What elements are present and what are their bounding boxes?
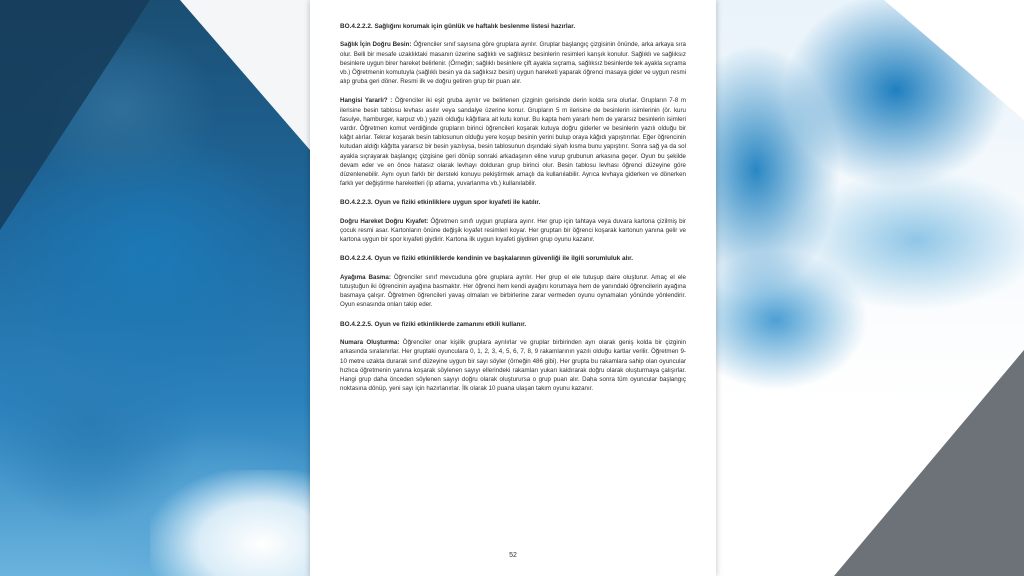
paragraph-lead: Numara Oluşturma: [340, 339, 400, 347]
paragraph [340, 273, 686, 310]
watercolor-background-right [716, 0, 1024, 576]
section-heading: BO.4.2.2.2. Sağlığını korumak için günlük ve haftalık beslenme listesi hazırlar. [340, 23, 576, 30]
paragraph-text: Öğrenciler sınıf sayısına göre gruplara ayrılır. Gruplar başlangıç çizgisinin önünde, arka arkaya sıra olur. Belli bir mesafe uzaklıktaki masanın üzerine sağlıklı ve sağlıksız besinlerin resimleri karışık konulur. Sağlıklı ve sağlıksız besinlere uygun birer hareket belirlenir. (Örneğin; sağlıklı besinlere çift ayakla sıçrama, sağlıksız besinlerde tek ayakla sıçrama vb.) Öğretmenin komutuyla (sağlıklı besin ya da sağlıksız besin) uygun hareketi yaparak öğrenci masaya gider ve uygun resmi alıp gruba geri döner. Resmi ilk ve doğru getiren grup bir puan alır. [340, 41, 686, 86]
paragraph-text: Öğrenciler sınıf mevcuduna göre gruplara ayrılır. Her grup el ele tutuşup daire oluşturur. Amaç el ele tutuştuğun iki öğrencinin ayağına basmaktır. Her öğrenci hem kendi ayağını korumaya hem de yanındaki öğrencilerin ayağına basmaya çalışır. Öğretmen öğrencileri yavaş olmaları ve birbirlerine zarar vermeden oyunu oynamaları yönünde yönlendirir. Oyun esnasında onları takip eder. [340, 273, 687, 309]
section-heading: BO.4.2.2.3. Oyun ve fiziki etkinliklere uygun spor kıyafeti ile katılır. [340, 199, 541, 207]
section-heading: BO.4.2.2.4. Oyun ve fiziki etkinliklerde kendinin ve başkalarının güvenliği ile ilgili sorumluluk alır. [340, 255, 633, 263]
paragraph [340, 338, 686, 393]
paragraph-lead: Ayağıma Basma: [340, 273, 391, 281]
paragraph-text: Öğretmen sınıfı uygun gruplara ayırır. Her grup için tahtaya veya duvara kartona çizilmiş bir çocuk resmi asar. Kartonların önüne değişik kıyafet resimleri koyar. Her gruptan bir öğrenci koşarak kartonun yanına gelir ve kartona uygun bir spor kıyafeti giydirir. Kartona ilk uygun kıyafeti giydiren grup oyunu kazanır. [340, 217, 686, 244]
paragraph [340, 96, 686, 188]
light-triangle-decoration [180, 0, 310, 150]
paragraph [340, 217, 686, 245]
gray-triangle-decoration [834, 350, 1024, 576]
paragraph-text: Öğrenciler onar kişilik gruplara ayrılırlar ve gruplar birbirinden ayrı olarak geniş kolda bir çizginin arkasında sıralanırlar. Her gruptaki oyunculara 0, 1, 2, 3, 4, 5, 6, 7, 8, 9 rakamlarının yazılı olduğu kartlar verilir. Öğretmen 9-10 metre uzakta durarak sınıf düzeyine uygun bir sayı söyler (örneğin 486 gibi). Her grupta bu rakamlara sahip olan oyuncular hızlıca öğretmenin yanına koşarak söylenen sayıyı ellerindeki rakamları yukarı kaldırarak doğru olarak oluşturmaya çalışırlar. Hangi grup daha önceden söylenen sayıyı doğru olarak oluşturursa o grup puan alır. Daha sonra tüm oyuncular başlangıç noktasına dönüp, yeni sayı için hazırlanırlar. İlk olarak 10 puana ulaşan takım oyunu kazanır. [340, 339, 686, 393]
paragraph-lead: Hangisi Yararlı? : [340, 97, 393, 105]
paragraph-lead: Sağlık İçin Doğru Besin: [340, 41, 412, 49]
section-heading: BO.4.2.2.5. Oyun ve fiziki etkinliklerde zamanını etkili kullanır. [340, 320, 527, 328]
page-number: 52 [509, 551, 517, 559]
watercolor-splash [150, 470, 310, 576]
document-page [310, 0, 716, 576]
paragraph [340, 40, 686, 86]
dark-triangle-decoration [0, 0, 150, 230]
white-triangle-decoration [884, 0, 1024, 120]
watercolor-background-left [0, 0, 310, 576]
paragraph-text: Öğrenciler iki eşit gruba ayrılır ve belirlenen çizginin gerisinde derin kolda sıra olurlar. Grupların 7-8 m ilerisine besin tablosu levhası asılır veya sandalye üzerine konur. Grupların 5 m ilerisine de besinlerin isimlerinin (ör. kuru fasulye, hamburger, karpuz vb.) yazılı olduğu kâğıtlara ait kutu konur. Bu kapta hem yararlı hem de yararsız besinlerin isimleri vardır. Öğretmen komut verdiğinde grupların birinci öğrencileri koşarak kutuya doğru giderler ve besinlerin yazılı olduğu bir kâğıt alırlar. Tekrar koşarak besin tablosunun olduğu yere koşup besinin yerini bulup oraya kâğıdı yapıştırırlar. Eğer öğrencinin kutudan aldığı kâğıtta yararsız bir besin yazılıysa, besin tablosunun dışındaki siyah kısma bunu yapıştırır. Sonra sağ ya da sol ayakla sıçrayarak başlangıç çizgisine geri dönüp sonraki arkadaşının eline vurup grubunun arkasına geçer. Oyun bu şekilde devam eder ve en önce hatasız olarak levhayı dolduran grup birinci olur. Besin tablosu levhası öğrenci düzeyine göre düzenlenebilir. Aynı oyun farklı bir dersteki konuyu pekiştirmek amaçlı da kullanılabilir. Ayrıca levhaya giderken ve dönerken farklı yer değiştirme hareketleri (ip atlama, yuvarlanma vb.) kullanılabilir. [340, 97, 686, 188]
paragraph-lead: Doğru Hareket Doğru Kıyafet: [340, 217, 429, 225]
